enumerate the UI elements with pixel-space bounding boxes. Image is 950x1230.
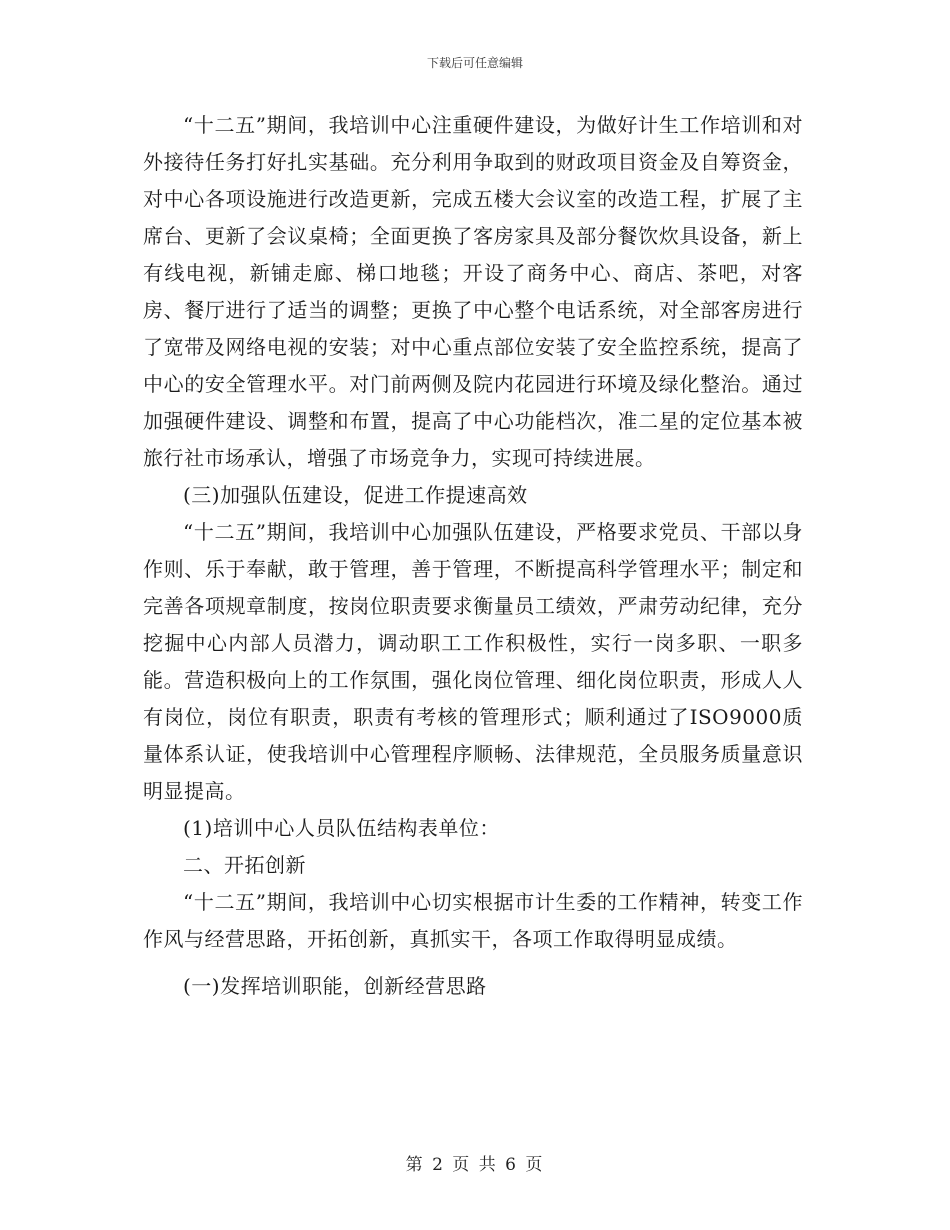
- page-number-footer: 第 2 页 共 6 页: [405, 1155, 545, 1175]
- page-header: 下载后可任意编辑: [426, 56, 523, 70]
- section-heading-innovation: 二、开拓创新: [183, 853, 306, 877]
- paragraph-spacer: [143, 958, 803, 968]
- paragraph-innovation: “十二五”期间，我培训中心切实根据市计生委的工作精神，转变工作作风与经营思路，开拓创新，真抓实干，各项工作取得明显成绩。: [143, 890, 803, 951]
- paragraph-hardware-construction: “十二五”期间，我培训中心注重硬件建设，为做好计生工作培训和对外接待任务打好扎实基础。充分利用争取到的财政项目资金及自筹资金，对中心各项设施进行改造更新，完成五楼大会议室的改造工程，扩展了主席台、更新了会议桌椅；全面更换了客房家具及部分餐饮炊具设备，新上有线电视，新铺走廊、梯口地毯；开设了商务中心、商店、茶吧，对客房、餐厅进行了适当的调整；更换了中心整个电话系统，对全部客房进行了宽带及网络电视的安装；对中心重点部位安装了安全监控系统，提高了中心的安全管理水平。对门前两侧及院内花园进行环境及绿化整治。通过加强硬件建设、调整和布置，提高了中心功能档次，准二星的定位基本被旅行社市场承认，增强了市场竞争力，实现可持续进展。: [143, 113, 803, 470]
- paragraph-team-building: “十二五”期间，我培训中心加强队伍建设，严格要求党员、干部以身作则、乐于奉献，敢于管理，善于管理，不断提高科学管理水平；制定和完善各项规章制度，按岗位职责要求衡量员工绩效，严肃劳动纪律，充分挖掘中心内部人员潜力，调动职工工作积极性，实行一岗多职、一职多能。营造积极向上的工作氛围，强化岗位管理、细化岗位职责，形成人人有岗位，岗位有职责，职责有考核的管理形式；顺利通过了ISO9000质量体系认证，使我培训中心管理程序顺畅、法律规范，全员服务质量意识明显提高。: [143, 520, 803, 803]
- document-body: [143, 107, 803, 1005]
- table-caption-staff-structure: (1)培训中心人员队伍结构表单位：: [183, 816, 500, 840]
- section-heading-training-function: (一)发挥培训职能，创新经营思路: [183, 974, 487, 998]
- section-heading-team-building: (三)加强队伍建设，促进工作提速高效: [183, 483, 528, 507]
